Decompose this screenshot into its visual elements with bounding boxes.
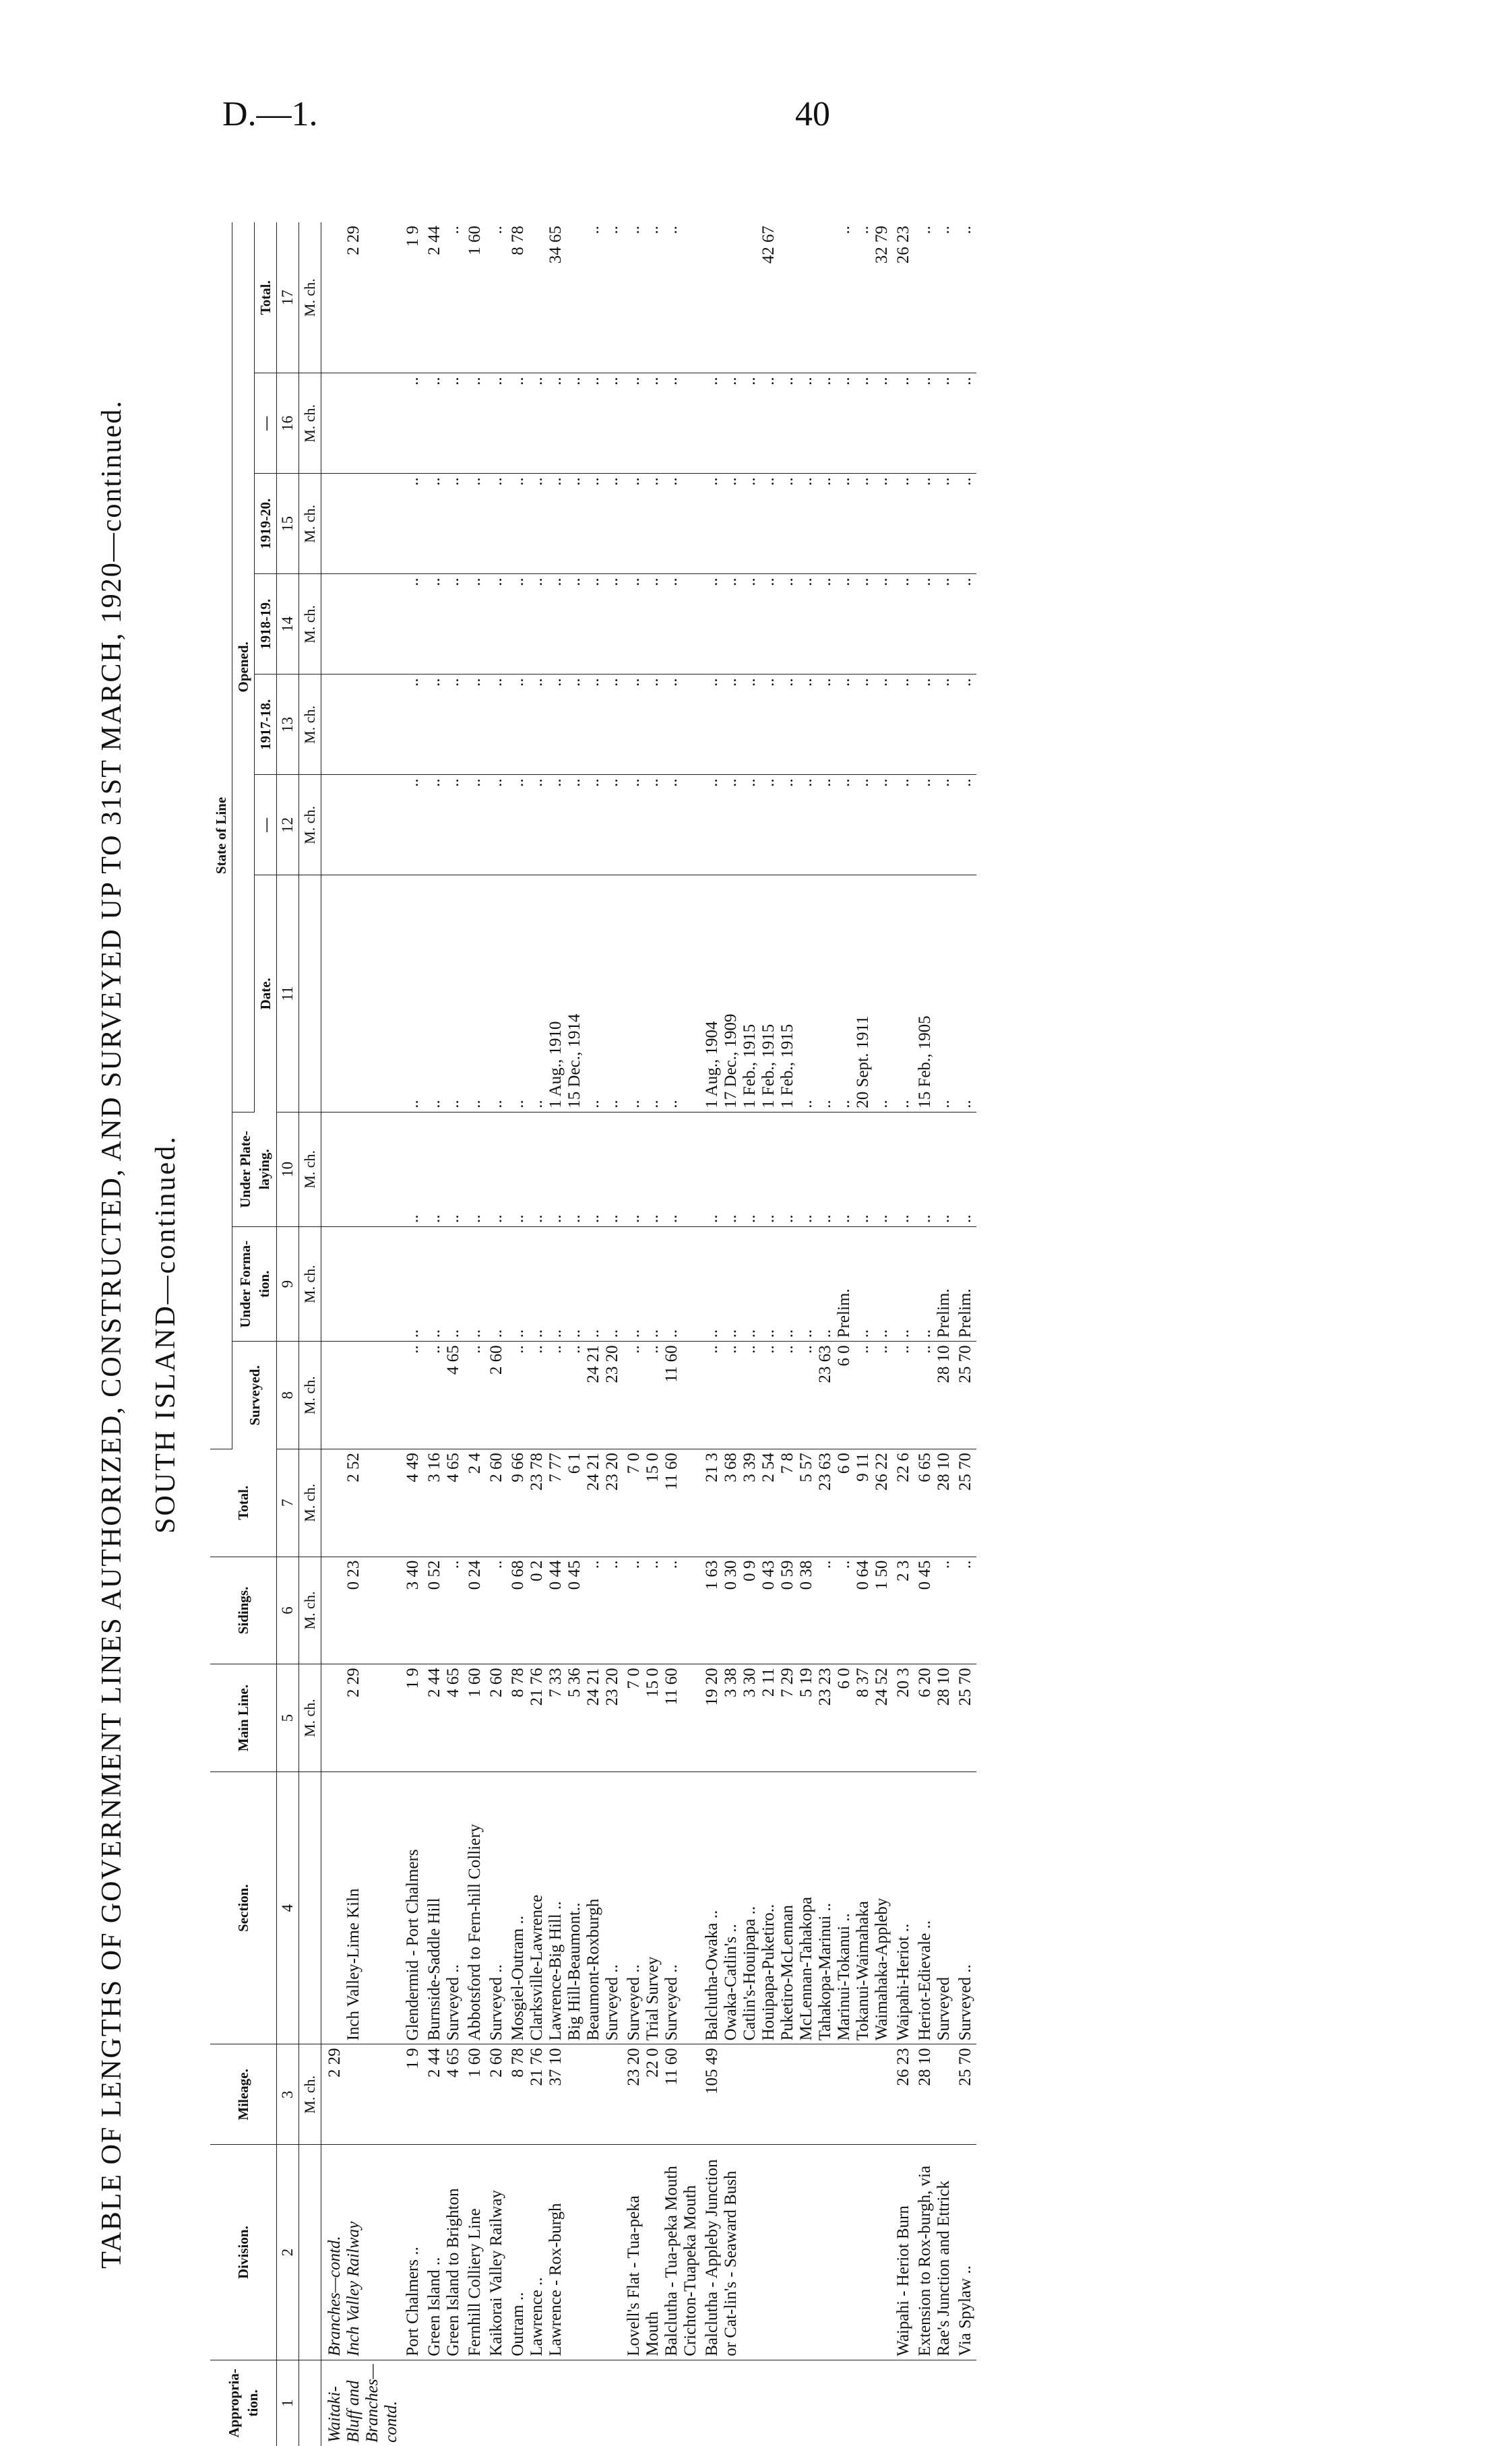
lengths-table [210, 222, 976, 2446]
col-number: 6 [277, 1557, 299, 1664]
table-row [321, 222, 403, 2446]
col-opened-earlier: — [255, 775, 277, 875]
cell-mileage: 25 70 [955, 2044, 976, 2145]
unit-label: M. ch. [299, 1342, 321, 1449]
cell-under-formation [321, 1227, 403, 1342]
table-row [486, 222, 507, 2446]
col-number: 7 [277, 1449, 299, 1557]
cell-appropriation [893, 2360, 914, 2446]
cell-opened-1919-20: .. [486, 474, 507, 574]
cell-surveyed [321, 1342, 403, 1449]
cell-appropriation [464, 2360, 486, 2446]
cell-opened-other: .. .. [424, 373, 464, 474]
cell-main-line: 2 29 [321, 1664, 403, 1772]
table-row [507, 222, 623, 2446]
col-mileage: Mileage. [210, 2044, 277, 2145]
cell-total: 4 49 [402, 1449, 424, 1557]
cell-opened-other: .. [486, 373, 507, 474]
cell-main-line: 2 44 4 65 [424, 1664, 464, 1772]
cell-date: .. [402, 875, 424, 1112]
col-number: 4 [277, 1771, 299, 2044]
col-opened-other: — [255, 373, 277, 474]
cell-opened-1918-19: .. .. .. .. .. .. [507, 574, 623, 675]
cell-opened-1919-20: .. .. [424, 474, 464, 574]
unit-blank [299, 1771, 321, 2044]
cell-under-platelaying: .. .. [424, 1112, 464, 1226]
cell-opened-earlier: .. [464, 775, 486, 875]
cell-mileage: 23 20 22 0 11 60 [623, 2044, 701, 2145]
col-opened: Opened. [232, 222, 255, 1112]
table-row [623, 222, 701, 2446]
cell-division: Waipahi - Heriot Burn [893, 2145, 914, 2360]
cell-opened-1918-19: .. .. [914, 574, 955, 675]
cell-total: 2 52 [321, 1449, 403, 1557]
cell-opened-total: 26 23 [893, 222, 914, 373]
cell-section: Abbotsford to Fern-hill Colliery [464, 1771, 486, 2044]
cell-section: Waipahi-Heriot .. [893, 1771, 914, 2044]
cell-sidings: .. [486, 1557, 507, 1664]
col-number: 16 [277, 373, 299, 474]
cell-total: 25 70 [955, 1449, 976, 1557]
cell-opened-total: 8 78 34 65 .. .. [507, 222, 623, 373]
cell-opened-1917-18: .. [402, 675, 424, 775]
cell-main-line: 25 70 [955, 1664, 976, 1772]
cell-division: Lovell's Flat - Tua-peka Mouth Balclutha - Tua-peka Mouth Crichton-Tuapeka Mouth [623, 2145, 701, 2360]
cell-section: Balclutha-Owaka .. Owaka-Catlin's .. Catlin's-Houipapa .. Houipapa-Puketiro.. Puketiro-McLennan McLennan-Tahakopa Tahakopa-Marinui .. Marinui-Tokanui .. Tokanui-Waimahaka Waimahaka-Appleby [701, 1771, 893, 2044]
cell-under-formation: .. [893, 1227, 914, 1342]
cell-sidings: .. [955, 1557, 976, 1664]
cell-surveyed: .. [402, 1342, 424, 1449]
cell-date: .. .. [424, 875, 464, 1112]
cell-under-platelaying: .. .. .. [623, 1112, 701, 1226]
cell-opened-1919-20: .. [893, 474, 914, 574]
cell-sidings: 0 68 0 2 0 44 0 45 .. .. [507, 1557, 623, 1664]
cell-division: Via Spylaw .. [955, 2145, 976, 2360]
col-number: 3 [277, 2044, 299, 2145]
unit-label: M. ch. [299, 1664, 321, 1772]
col-number: 9 [277, 1227, 299, 1342]
cell-opened-earlier: .. .. .. .. .. .. [507, 775, 623, 875]
col-under-platelaying: Under Plate-laying. [232, 1112, 277, 1226]
cell-sidings: 0 52 .. [424, 1557, 464, 1664]
cell-section: Glendermid - Port Chalmers [402, 1771, 424, 2044]
cell-division: Kaikorai Valley Railway [486, 2145, 507, 2360]
cell-mileage: 8 78 21 76 37 10 [507, 2044, 623, 2145]
cell-sidings: 3 40 [402, 1557, 424, 1664]
cell-division: Port Chalmers .. [402, 2145, 424, 2360]
cell-opened-other: .. .. [914, 373, 955, 474]
cell-total: 22 6 [893, 1449, 914, 1557]
cell-opened-other: .. .. .. [623, 373, 701, 474]
cell-division: Fernhill Colliery Line [464, 2145, 486, 2360]
cell-appropriation [486, 2360, 507, 2446]
cell-opened-earlier: .. [402, 775, 424, 875]
cell-under-formation: .. [486, 1227, 507, 1342]
cell-appropriation [955, 2360, 976, 2446]
cell-opened-total: 2 44 .. [424, 222, 464, 373]
cell-appropriation [623, 2360, 701, 2446]
cell-opened-1917-18: .. [486, 675, 507, 775]
col-appropriation: Appropria-tion. [210, 2360, 277, 2446]
cell-opened-other [321, 373, 403, 474]
table-row [424, 222, 464, 2446]
cell-sidings: 0 45 .. [914, 1557, 955, 1664]
cell-opened-1918-19: .. [955, 574, 976, 675]
cell-section: Inch Valley-Lime Kiln [321, 1771, 403, 2044]
cell-opened-total: .. .. [914, 222, 955, 373]
col-1918-19: 1918-19. [255, 574, 277, 675]
col-division: Division. [210, 2145, 277, 2360]
unit-label: M. ch. [299, 1557, 321, 1664]
col-number: 11 [277, 875, 299, 1112]
cell-appropriation [914, 2360, 955, 2446]
col-number: 17 [277, 222, 299, 373]
cell-sidings: 0 23 [321, 1557, 403, 1664]
table-row [402, 222, 424, 2446]
cell-under-platelaying [321, 1112, 403, 1226]
cell-opened-1918-19: .. [464, 574, 486, 675]
cell-under-platelaying: .. .. [914, 1112, 955, 1226]
cell-under-formation: .. .. .. .. .. .. [507, 1227, 623, 1342]
cell-opened-total: .. [486, 222, 507, 373]
cell-main-line: 6 20 28 10 [914, 1664, 955, 1772]
cell-opened-1918-19: .. [893, 574, 914, 675]
cell-opened-earlier: .. .. .. .. .. .. .. .. .. .. [701, 775, 893, 875]
cell-under-platelaying: .. [402, 1112, 424, 1226]
unit-label: M. ch. [299, 1227, 321, 1342]
unit-label: M. ch. [299, 474, 321, 574]
cell-under-formation: Prelim. [955, 1227, 976, 1342]
cell-opened-1917-18: .. .. .. .. .. .. .. .. .. .. [701, 675, 893, 775]
cell-date: .. [893, 875, 914, 1112]
cell-opened-earlier: .. .. .. [623, 775, 701, 875]
cell-sidings: 2 3 [893, 1557, 914, 1664]
cell-division: Green Island .. Green Island to Brighton [424, 2145, 464, 2360]
cell-opened-earlier: .. [893, 775, 914, 875]
cell-opened-1917-18: .. .. [914, 675, 955, 775]
cell-division: Outram .. Lawrence .. Lawrence - Rox-burgh [507, 2145, 623, 2360]
cell-opened-total: 1 60 [464, 222, 486, 373]
cell-under-platelaying: .. [464, 1112, 486, 1226]
col-number: 13 [277, 675, 299, 775]
unit-label: M. ch. [299, 373, 321, 474]
rotated-table-area [75, 222, 1356, 2446]
unit-blank [299, 2145, 321, 2360]
cell-under-formation: .. .. .. .. .. .. .. Prelim. .. .. [701, 1227, 893, 1342]
cell-date [321, 875, 403, 1112]
table-row [701, 222, 893, 2446]
cell-opened-other: .. [955, 373, 976, 474]
cell-opened-1919-20: .. [402, 474, 424, 574]
unit-label: M. ch. [299, 574, 321, 675]
cell-opened-earlier: .. .. [424, 775, 464, 875]
cell-opened-1918-19: .. .. [424, 574, 464, 675]
col-number: 15 [277, 474, 299, 574]
cell-opened-other: .. [402, 373, 424, 474]
cell-division: Balclutha - Appleby Junction or Cat-lin's - Seaward Bush [701, 2145, 893, 2360]
cell-mileage: 28 10 [914, 2044, 955, 2145]
cell-mileage: 105 49 [701, 2044, 893, 2145]
unit-label: M. ch. [299, 222, 321, 373]
cell-appropriation [701, 2360, 893, 2446]
cell-mileage: 1 9 [402, 2044, 424, 2145]
col-1917-18: 1917-18. [255, 675, 277, 775]
cell-opened-other: .. .. .. .. .. .. [507, 373, 623, 474]
cell-section: Surveyed .. Trial Survey Surveyed .. [623, 1771, 701, 2044]
unit-blank [299, 2360, 321, 2446]
table-row [955, 222, 976, 2446]
cell-total: 3 16 4 65 [424, 1449, 464, 1557]
cell-appropriation [507, 2360, 623, 2446]
cell-total: 2 60 [486, 1449, 507, 1557]
cell-opened-earlier: .. [955, 775, 976, 875]
cell-under-platelaying: .. .. .. .. .. .. .. .. .. .. [701, 1112, 893, 1226]
cell-division: Branches—contd. Inch Valley Railway [321, 2145, 403, 2360]
cell-sidings: .. .. .. [623, 1557, 701, 1664]
cell-mileage: 26 23 [893, 2044, 914, 2145]
col-surveyed: Surveyed. [232, 1342, 277, 1449]
cell-section: Heriot-Edievale .. Surveyed [914, 1771, 955, 2044]
cell-surveyed: .. 28 10 [914, 1342, 955, 1449]
cell-opened-1919-20: .. .. [914, 474, 955, 574]
cell-date: .. [486, 875, 507, 1112]
cell-mileage: 2 60 [486, 2044, 507, 2145]
unit-label: M. ch. [299, 1449, 321, 1557]
cell-under-platelaying: .. .. .. .. .. .. [507, 1112, 623, 1226]
cell-surveyed: 25 70 [955, 1342, 976, 1449]
table-title: TABLE OF LENGTHS OF GOVERNMENT LINES AUTHORIZED, CONSTRUCTED, AND SURVEYED UP TO 31ST MARCH, 1920—continued. [96, 400, 127, 2269]
cell-opened-1917-18 [321, 675, 403, 775]
cell-opened-1919-20: .. [955, 474, 976, 574]
cell-date: 1 Aug., 1904 17 Dec., 1909 1 Feb., 1915 1 Feb., 1915 1 Feb., 1915 .. .. .. 20 Sept. 1911 .. [701, 875, 893, 1112]
cell-sidings: 0 24 [464, 1557, 486, 1664]
cell-total: 21 3 3 68 3 39 2 54 7 8 5 57 23 63 6 0 9 11 26 22 [701, 1449, 893, 1557]
col-sidings: Sidings. [210, 1557, 277, 1664]
cell-opened-1919-20 [321, 474, 403, 574]
cell-mileage: 2 44 4 65 [424, 2044, 464, 2145]
cell-section: Surveyed .. [486, 1771, 507, 2044]
cell-total: 2 4 [464, 1449, 486, 1557]
cell-mileage: 2 29 [321, 2044, 403, 2145]
cell-opened-total: .. .. .. [623, 222, 701, 373]
unit-label: M. ch. [299, 675, 321, 775]
cell-main-line: 19 20 3 38 3 30 2 11 7 29 5 19 23 23 6 0 8 37 24 52 [701, 1664, 893, 1772]
table-row [914, 222, 955, 2446]
table-row [893, 222, 914, 2446]
col-section: Section. [210, 1771, 277, 2044]
column-number-row [277, 222, 299, 2446]
cell-total: 6 65 28 10 [914, 1449, 955, 1557]
cell-opened-1917-18: .. .. .. [623, 675, 701, 775]
cell-opened-other: .. .. .. .. .. .. .. .. .. .. [701, 373, 893, 474]
col-number: 12 [277, 775, 299, 875]
cell-under-formation: .. .. [424, 1227, 464, 1342]
cell-date: 15 Feb., 1905 .. [914, 875, 955, 1112]
cell-section: Surveyed .. [955, 1771, 976, 2044]
unit-row [299, 222, 321, 2446]
col-number: 2 [277, 2145, 299, 2360]
unit-blank [299, 875, 321, 1112]
cell-surveyed: .. [464, 1342, 486, 1449]
cell-opened-1917-18: .. [893, 675, 914, 775]
table-row [464, 222, 486, 2446]
cell-sidings: 1 63 0 30 0 9 0 43 0 59 0 38 .. .. 0 64 1 50 [701, 1557, 893, 1664]
table-subtitle: SOUTH ISLAND—continued. [150, 1135, 181, 1534]
cell-opened-total: .. [955, 222, 976, 373]
unit-label: M. ch. [299, 775, 321, 875]
cell-date: .. [955, 875, 976, 1112]
cell-surveyed: .. 4 65 [424, 1342, 464, 1449]
cell-opened-1917-18: .. .. [424, 675, 464, 775]
cell-opened-total: 2 29 [321, 222, 403, 373]
cell-opened-1918-19: .. [486, 574, 507, 675]
cell-under-formation: .. [464, 1227, 486, 1342]
unit-label: M. ch. [299, 2044, 321, 2145]
col-under-formation: Under Forma-tion. [232, 1227, 277, 1342]
table-body [321, 222, 977, 2446]
cell-opened-1918-19: .. .. .. .. .. .. .. .. .. .. [701, 574, 893, 675]
col-total: Total. [210, 1449, 277, 1557]
col-1919-20: 1919-20. [255, 474, 277, 574]
cell-surveyed: .. .. 11 60 [623, 1342, 701, 1449]
cell-surveyed: 2 60 [486, 1342, 507, 1449]
cell-under-formation: .. [402, 1227, 424, 1342]
cell-appropriation [424, 2360, 464, 2446]
col-number: 1 [277, 2360, 299, 2446]
cell-opened-1919-20: .. .. .. .. .. .. .. .. .. .. [701, 474, 893, 574]
cell-main-line: 20 3 [893, 1664, 914, 1772]
col-opened-total: Total. [255, 222, 277, 373]
cell-surveyed: .. [893, 1342, 914, 1449]
col-number: 5 [277, 1664, 299, 1772]
page-header-reference: D.—1. [222, 95, 318, 133]
cell-under-platelaying: .. [955, 1112, 976, 1226]
cell-opened-earlier: .. [486, 775, 507, 875]
cell-under-platelaying: .. [486, 1112, 507, 1226]
cell-main-line: 2 60 [486, 1664, 507, 1772]
cell-opened-1918-19 [321, 574, 403, 675]
cell-opened-other: .. [464, 373, 486, 474]
cell-appropriation: Waitaki-Bluff and Branches—contd. [325, 2364, 400, 2443]
cell-under-platelaying: .. [893, 1112, 914, 1226]
cell-opened-total: 42 67 .. .. 32 79 [701, 222, 893, 373]
cell-main-line: 8 78 21 76 7 33 5 36 24 21 23 20 [507, 1664, 623, 1772]
col-number: 8 [277, 1342, 299, 1449]
cell-total: 7 0 15 0 11 60 [623, 1449, 701, 1557]
unit-label: M. ch. [299, 1112, 321, 1226]
col-number: 14 [277, 574, 299, 675]
cell-surveyed: .. .. .. .. 24 21 23 20 [507, 1342, 623, 1449]
cell-opened-earlier: .. .. [914, 775, 955, 875]
cell-opened-1917-18: .. [955, 675, 976, 775]
cell-main-line: 7 0 15 0 11 60 [623, 1664, 701, 1772]
col-number: 10 [277, 1112, 299, 1226]
cell-opened-1918-19: .. [402, 574, 424, 675]
cell-total: 9 66 23 78 7 77 6 1 24 21 23 20 [507, 1449, 623, 1557]
cell-opened-earlier [321, 775, 403, 875]
cell-opened-other: .. [893, 373, 914, 474]
cell-surveyed: .. .. .. .. .. .. 23 63 6 0 .. .. [701, 1342, 893, 1449]
cell-section: Mosgiel-Outram .. Clarksville-Lawrence Lawrence-Big Hill .. Big Hill-Beaumont.. Beaumont-Roxburgh Surveyed .. [507, 1771, 623, 2044]
col-state-of-line: State of Line [210, 222, 232, 1449]
cell-date: .. .. .. [623, 875, 701, 1112]
cell-opened-1919-20: .. .. .. [623, 474, 701, 574]
cell-under-formation: .. Prelim. [914, 1227, 955, 1342]
cell-opened-1919-20: .. [464, 474, 486, 574]
cell-section: Burnside-Saddle Hill Surveyed .. [424, 1771, 464, 2044]
cell-opened-1918-19: .. .. .. [623, 574, 701, 675]
col-date: Date. [255, 875, 277, 1112]
cell-opened-1917-18: .. .. .. .. .. .. [507, 675, 623, 775]
col-main-line: Main Line. [210, 1664, 277, 1772]
page-number: 40 [795, 95, 830, 133]
cell-under-formation: .. .. .. [623, 1227, 701, 1342]
cell-appropriation [402, 2360, 424, 2446]
table-header [210, 222, 321, 2446]
cell-main-line: 1 9 [402, 1664, 424, 1772]
cell-opened-1919-20: .. .. .. .. .. .. [507, 474, 623, 574]
cell-date: .. .. 1 Aug., 1910 15 Dec., 1914 .. .. [507, 875, 623, 1112]
cell-mileage: 1 60 [464, 2044, 486, 2145]
cell-main-line: 1 60 [464, 1664, 486, 1772]
cell-division: Extension to Rox-burgh, via Rae's Junction and Ettrick [914, 2145, 955, 2360]
cell-opened-total: 1 9 [402, 222, 424, 373]
cell-opened-1917-18: .. [464, 675, 486, 775]
cell-date: .. [464, 875, 486, 1112]
